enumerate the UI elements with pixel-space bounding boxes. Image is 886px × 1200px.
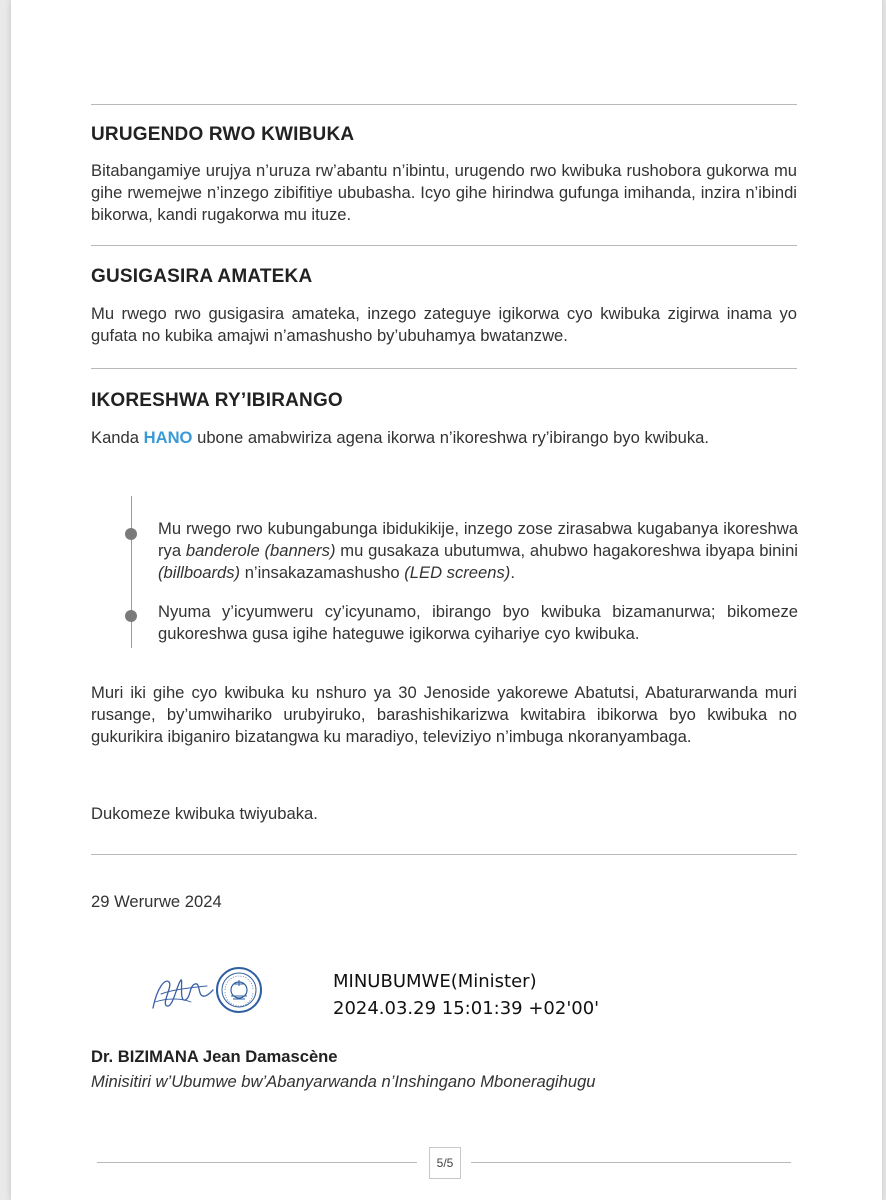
divider bbox=[91, 368, 797, 369]
bullet-text: Mu rwego rwo kubungabunga ibidukikije, inzego zose zirasabwa kugabanya ikoreshwa rya bbox=[158, 519, 798, 560]
digital-signature-signer: MINUBUMWE(Minister) bbox=[333, 971, 537, 992]
bullet-item-ibirango: Nyuma y’icyumweru cy’icyunamo, ibirango byo kwibuka bizamanurwa; bikomeze gukoreshwa gusa igihe hateguwe igikorwa cyihariye cyo kwibuka. bbox=[158, 602, 798, 643]
official-seal-icon bbox=[215, 966, 263, 1014]
footer-divider bbox=[471, 1162, 791, 1163]
section-body-amateka: Mu rwego rwo gusigasira amateka, inzego zateguye igikorwa cyo kwibuka zigirwa inama yo gufata no kubika amajwi n’amashusho by’ubuhamya bwatanzwe. bbox=[91, 304, 797, 345]
bullet-dot-icon bbox=[125, 610, 137, 622]
section-heading-amateka: GUSIGASIRA AMATEKA bbox=[91, 266, 313, 287]
section-heading-ibirango: IKORESHWA RY’IBIRANGO bbox=[91, 390, 343, 411]
closing-paragraph: Muri iki gihe cyo kwibuka ku nshuro ya 30 Jenoside yakorewe Abatutsi, Abaturarwanda muri rusange, by’umwihariko urubyiruko, barashishikarizwa kwitabira ibikorwa byo kwibuka no gukurikira ibiganiro bizatangwa ku maradiyo, televiziyo n’imbuga nkoranyambaga. bbox=[91, 683, 797, 746]
bullet-text: . bbox=[510, 563, 515, 582]
hano-link[interactable]: HANO bbox=[143, 428, 193, 447]
bullet-italic: (billboards) bbox=[158, 563, 241, 582]
digital-signature-timestamp: 2024.03.29 15:01:39 +02'00' bbox=[333, 998, 600, 1019]
divider bbox=[91, 854, 797, 855]
section-body-ibirango bbox=[91, 427, 797, 449]
bullet-dot-icon bbox=[125, 528, 137, 540]
body-text: ubone amabwiriza agena ikorwa n’ikoreshwa ry’ibirango byo kwibuka. bbox=[197, 428, 710, 447]
bullet-italic: banderole (banners) bbox=[185, 541, 336, 560]
section-body-urugendo: Bitabangamiye urujya n’uruza rw’abantu n’ibintu, urugendo rwo kwibuka rushobora gukorwa mu gihe rwemejwe n’inzego zibifitiye ububasha. Icyo gihe hirindwa gufunga imihanda, inzira n’ibindi bikorwa, kandi rugakorwa mu ituze. bbox=[91, 161, 797, 224]
page-number-badge: 5/5 bbox=[429, 1147, 461, 1179]
divider bbox=[91, 104, 797, 105]
body-text: Kanda bbox=[91, 428, 139, 447]
section-heading-urugendo: URUGENDO RWO KWIBUKA bbox=[91, 124, 355, 145]
handwritten-signature-icon bbox=[147, 968, 217, 1016]
signer-title: Minisitiri w’Ubumwe bw’Abanyarwanda n’Inshingano Mboneragihugu bbox=[91, 1072, 596, 1091]
signer-name: Dr. BIZIMANA Jean Damascène bbox=[91, 1047, 338, 1066]
bullet-item-banners bbox=[158, 518, 798, 584]
motto: Dukomeze kwibuka twiyubaka. bbox=[91, 804, 318, 823]
divider bbox=[91, 245, 797, 246]
footer-divider bbox=[97, 1162, 417, 1163]
bullet-text: mu gusakaza ubutumwa, ahubwo hagakoreshwa ibyapa binini bbox=[335, 541, 798, 560]
bullet-text: n’insakazamashusho bbox=[240, 563, 405, 582]
bullet-timeline-line bbox=[131, 496, 132, 648]
document-date: 29 Werurwe 2024 bbox=[91, 892, 222, 911]
bullet-italic: (LED screens) bbox=[404, 563, 511, 582]
document-page bbox=[10, 0, 883, 1200]
